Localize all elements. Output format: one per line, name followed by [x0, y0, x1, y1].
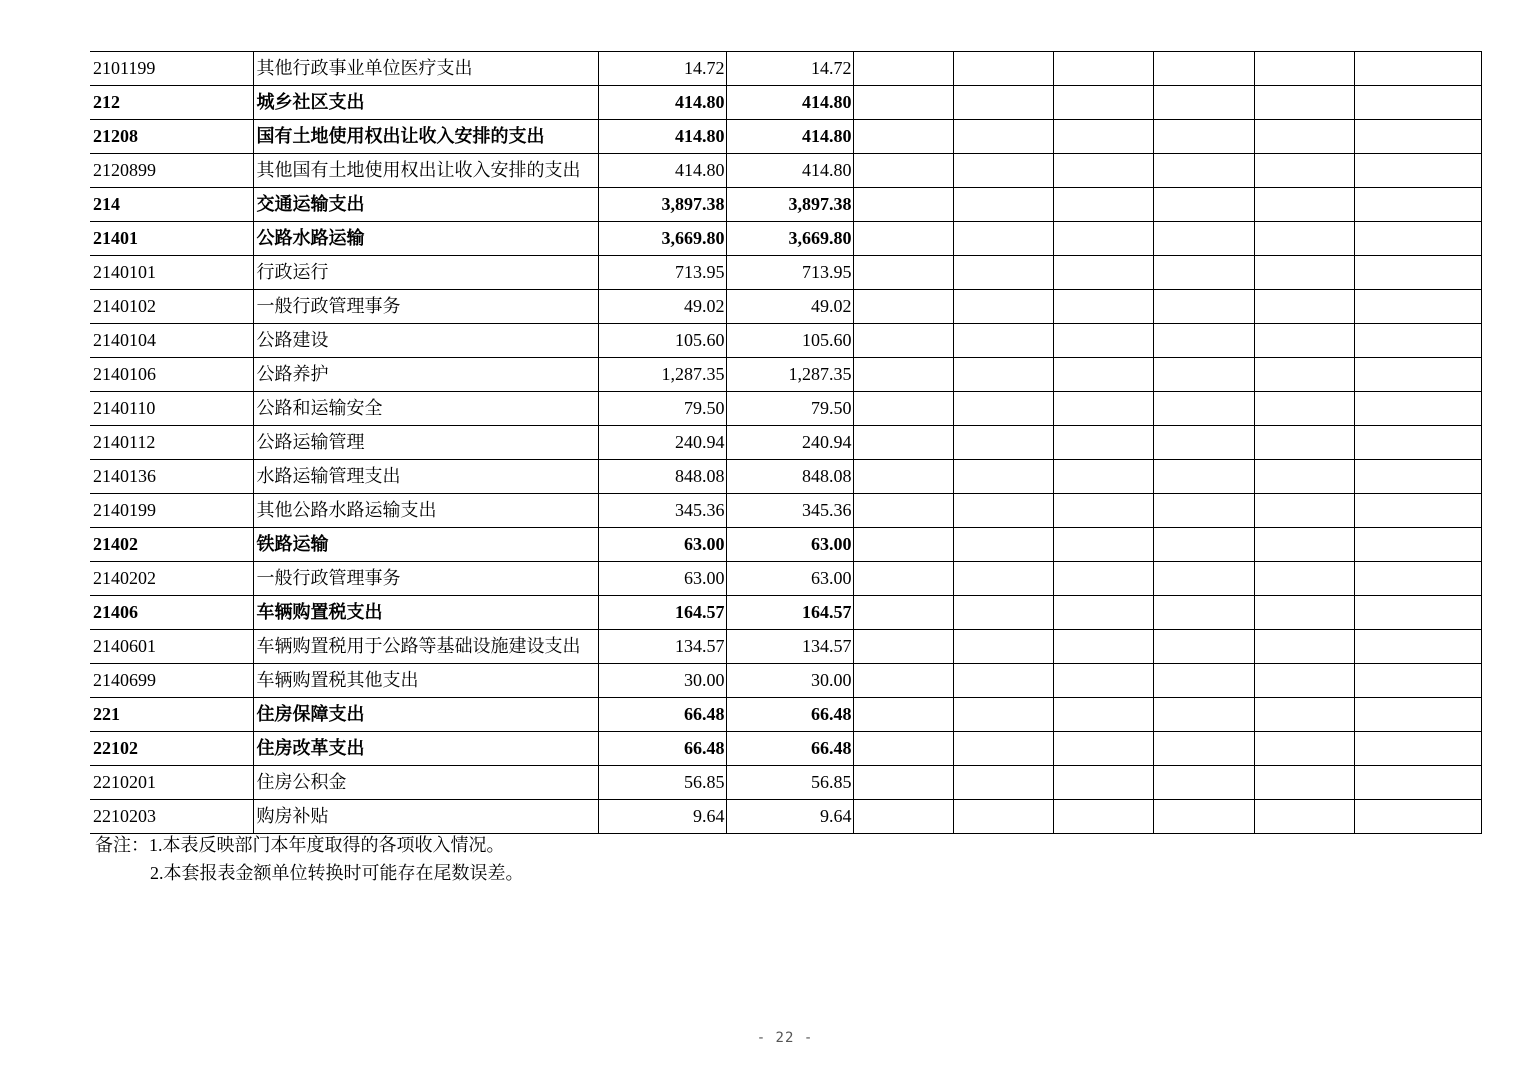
cell-name: 车辆购置税支出: [253, 596, 598, 630]
cell-code: 212: [90, 86, 253, 120]
cell-total: 414.80: [598, 120, 726, 154]
cell-empty: [853, 392, 953, 426]
cell-empty: [1254, 358, 1354, 392]
cell-total: 3,897.38: [598, 188, 726, 222]
table-row: [90, 290, 1481, 324]
cell-amount: 63.00: [726, 528, 853, 562]
cell-code: 2140136: [90, 460, 253, 494]
cell-empty: [1053, 426, 1153, 460]
cell-empty: [853, 324, 953, 358]
table-row: [90, 766, 1481, 800]
cell-total: 713.95: [598, 256, 726, 290]
cell-code: 21402: [90, 528, 253, 562]
cell-code: 2120899: [90, 154, 253, 188]
cell-empty: [953, 154, 1053, 188]
cell-empty: [953, 86, 1053, 120]
cell-amount: 345.36: [726, 494, 853, 528]
cell-amount: 414.80: [726, 120, 853, 154]
table-row: [90, 120, 1481, 154]
cell-total: 9.64: [598, 800, 726, 834]
cell-empty: [1153, 630, 1254, 664]
cell-empty: [1053, 392, 1153, 426]
cell-amount: 414.80: [726, 86, 853, 120]
table-row: [90, 52, 1481, 86]
cell-code: 221: [90, 698, 253, 732]
cell-total: 105.60: [598, 324, 726, 358]
cell-amount: 240.94: [726, 426, 853, 460]
cell-empty: [953, 528, 1053, 562]
cell-code: 2140102: [90, 290, 253, 324]
cell-empty: [853, 562, 953, 596]
cell-empty: [953, 256, 1053, 290]
cell-amount: 14.72: [726, 52, 853, 86]
cell-amount: 66.48: [726, 732, 853, 766]
cell-amount: 56.85: [726, 766, 853, 800]
cell-amount: 848.08: [726, 460, 853, 494]
cell-empty: [1354, 596, 1481, 630]
note-line-2: 2.本套报表金额单位转换时可能存在尾数误差。: [150, 863, 524, 883]
cell-empty: [1153, 52, 1254, 86]
cell-amount: 49.02: [726, 290, 853, 324]
cell-empty: [1053, 800, 1153, 834]
cell-empty: [1053, 256, 1153, 290]
cell-amount: 414.80: [726, 154, 853, 188]
table-row: [90, 596, 1481, 630]
cell-name: 铁路运输: [253, 528, 598, 562]
cell-empty: [1153, 698, 1254, 732]
cell-total: 345.36: [598, 494, 726, 528]
cell-amount: 66.48: [726, 698, 853, 732]
cell-empty: [853, 358, 953, 392]
cell-empty: [953, 290, 1053, 324]
table-row: [90, 426, 1481, 460]
cell-empty: [1153, 188, 1254, 222]
cell-empty: [953, 664, 1053, 698]
cell-name: 国有土地使用权出让收入安排的支出: [253, 120, 598, 154]
cell-empty: [1254, 154, 1354, 188]
cell-empty: [1254, 766, 1354, 800]
cell-total: 1,287.35: [598, 358, 726, 392]
cell-empty: [1354, 426, 1481, 460]
cell-empty: [1153, 562, 1254, 596]
cell-amount: 30.00: [726, 664, 853, 698]
cell-name: 住房公积金: [253, 766, 598, 800]
cell-name: 水路运输管理支出: [253, 460, 598, 494]
cell-empty: [1254, 222, 1354, 256]
cell-total: 56.85: [598, 766, 726, 800]
cell-empty: [1254, 630, 1354, 664]
cell-code: 21406: [90, 596, 253, 630]
cell-amount: 164.57: [726, 596, 853, 630]
cell-empty: [1354, 358, 1481, 392]
table-row: [90, 562, 1481, 596]
cell-total: 414.80: [598, 154, 726, 188]
cell-empty: [1153, 324, 1254, 358]
cell-code: 22102: [90, 732, 253, 766]
cell-name: 其他行政事业单位医疗支出: [253, 52, 598, 86]
cell-empty: [1053, 562, 1153, 596]
cell-empty: [1354, 664, 1481, 698]
cell-empty: [1254, 256, 1354, 290]
table-row: [90, 358, 1481, 392]
cell-empty: [953, 120, 1053, 154]
cell-empty: [1354, 800, 1481, 834]
cell-empty: [853, 664, 953, 698]
cell-name: 行政运行: [253, 256, 598, 290]
cell-code: 2140101: [90, 256, 253, 290]
cell-empty: [1354, 392, 1481, 426]
cell-empty: [1153, 392, 1254, 426]
cell-code: 2140202: [90, 562, 253, 596]
cell-empty: [853, 86, 953, 120]
cell-empty: [953, 188, 1053, 222]
cell-empty: [1053, 664, 1153, 698]
cell-empty: [1053, 188, 1153, 222]
budget-table: [90, 51, 1482, 834]
table-row: [90, 154, 1481, 188]
cell-empty: [1053, 630, 1153, 664]
cell-total: 164.57: [598, 596, 726, 630]
cell-total: 414.80: [598, 86, 726, 120]
cell-name: 车辆购置税用于公路等基础设施建设支出: [253, 630, 598, 664]
cell-empty: [1354, 766, 1481, 800]
cell-empty: [1053, 154, 1153, 188]
page-number: - 22 -: [756, 1030, 814, 1046]
cell-empty: [1153, 358, 1254, 392]
cell-empty: [1254, 732, 1354, 766]
cell-code: 2140110: [90, 392, 253, 426]
cell-empty: [953, 766, 1053, 800]
cell-empty: [1053, 358, 1153, 392]
cell-empty: [853, 596, 953, 630]
cell-total: 848.08: [598, 460, 726, 494]
cell-code: 2140199: [90, 494, 253, 528]
notes: [95, 831, 524, 887]
cell-total: 79.50: [598, 392, 726, 426]
cell-name: 公路和运输安全: [253, 392, 598, 426]
cell-empty: [1254, 52, 1354, 86]
cell-total: 66.48: [598, 698, 726, 732]
cell-empty: [953, 460, 1053, 494]
table-row: [90, 222, 1481, 256]
table-row: [90, 256, 1481, 290]
table-row: [90, 324, 1481, 358]
cell-name: 住房改革支出: [253, 732, 598, 766]
cell-empty: [853, 630, 953, 664]
cell-empty: [1354, 256, 1481, 290]
cell-name: 城乡社区支出: [253, 86, 598, 120]
cell-code: 2140699: [90, 664, 253, 698]
cell-empty: [1053, 222, 1153, 256]
cell-amount: 63.00: [726, 562, 853, 596]
cell-empty: [853, 154, 953, 188]
cell-empty: [953, 562, 1053, 596]
cell-empty: [1254, 392, 1354, 426]
cell-empty: [1153, 256, 1254, 290]
cell-empty: [853, 494, 953, 528]
cell-empty: [853, 698, 953, 732]
table-row: [90, 664, 1481, 698]
cell-empty: [1354, 154, 1481, 188]
cell-empty: [853, 426, 953, 460]
cell-empty: [1053, 86, 1153, 120]
cell-empty: [1254, 290, 1354, 324]
cell-empty: [1053, 120, 1153, 154]
cell-name: 公路养护: [253, 358, 598, 392]
cell-empty: [1354, 630, 1481, 664]
cell-name: 车辆购置税其他支出: [253, 664, 598, 698]
cell-empty: [1254, 324, 1354, 358]
cell-total: 49.02: [598, 290, 726, 324]
cell-name: 公路建设: [253, 324, 598, 358]
cell-empty: [953, 52, 1053, 86]
cell-empty: [1153, 290, 1254, 324]
cell-code: 2140106: [90, 358, 253, 392]
cell-empty: [1153, 222, 1254, 256]
cell-empty: [1153, 120, 1254, 154]
cell-name: 交通运输支出: [253, 188, 598, 222]
cell-empty: [1153, 528, 1254, 562]
cell-total: 30.00: [598, 664, 726, 698]
table-row: [90, 392, 1481, 426]
cell-empty: [853, 222, 953, 256]
cell-empty: [953, 800, 1053, 834]
cell-name: 购房补贴: [253, 800, 598, 834]
cell-empty: [1254, 460, 1354, 494]
cell-empty: [1254, 800, 1354, 834]
cell-empty: [1354, 290, 1481, 324]
cell-amount: 105.60: [726, 324, 853, 358]
cell-code: 2210201: [90, 766, 253, 800]
cell-empty: [1053, 698, 1153, 732]
cell-empty: [1254, 120, 1354, 154]
cell-empty: [1354, 460, 1481, 494]
cell-empty: [1153, 596, 1254, 630]
cell-code: 2140601: [90, 630, 253, 664]
cell-code: 2101199: [90, 52, 253, 86]
cell-amount: 3,897.38: [726, 188, 853, 222]
cell-empty: [1153, 800, 1254, 834]
table-row: [90, 86, 1481, 120]
cell-amount: 79.50: [726, 392, 853, 426]
cell-empty: [853, 800, 953, 834]
cell-empty: [953, 358, 1053, 392]
cell-total: 240.94: [598, 426, 726, 460]
table-row: [90, 698, 1481, 732]
cell-amount: 9.64: [726, 800, 853, 834]
cell-empty: [953, 222, 1053, 256]
cell-empty: [1053, 324, 1153, 358]
cell-empty: [1354, 698, 1481, 732]
cell-empty: [1254, 664, 1354, 698]
cell-empty: [1053, 52, 1153, 86]
table-row: [90, 528, 1481, 562]
cell-empty: [1153, 664, 1254, 698]
cell-code: 2210203: [90, 800, 253, 834]
cell-name: 一般行政管理事务: [253, 290, 598, 324]
table-row: [90, 800, 1481, 834]
cell-empty: [853, 120, 953, 154]
cell-name: 其他公路水路运输支出: [253, 494, 598, 528]
cell-total: 3,669.80: [598, 222, 726, 256]
cell-empty: [1153, 86, 1254, 120]
cell-name: 住房保障支出: [253, 698, 598, 732]
cell-empty: [1254, 426, 1354, 460]
cell-empty: [1354, 494, 1481, 528]
cell-empty: [1254, 528, 1354, 562]
cell-empty: [1053, 290, 1153, 324]
table-body: [90, 52, 1481, 834]
cell-empty: [953, 630, 1053, 664]
cell-code: 2140112: [90, 426, 253, 460]
cell-empty: [1254, 86, 1354, 120]
cell-empty: [1153, 460, 1254, 494]
cell-code: 21208: [90, 120, 253, 154]
table-row: [90, 630, 1481, 664]
note-line-1: 备注：1.本表反映部门本年度取得的各项收入情况。: [95, 835, 505, 855]
cell-empty: [1354, 52, 1481, 86]
cell-name: 一般行政管理事务: [253, 562, 598, 596]
cell-code: 214: [90, 188, 253, 222]
cell-amount: 3,669.80: [726, 222, 853, 256]
cell-empty: [953, 698, 1053, 732]
cell-name: 其他国有土地使用权出让收入安排的支出: [253, 154, 598, 188]
cell-total: 63.00: [598, 528, 726, 562]
cell-empty: [1153, 732, 1254, 766]
table-row: [90, 494, 1481, 528]
cell-empty: [1354, 562, 1481, 596]
cell-empty: [953, 324, 1053, 358]
cell-empty: [1354, 86, 1481, 120]
cell-amount: 713.95: [726, 256, 853, 290]
cell-empty: [1053, 528, 1153, 562]
cell-total: 66.48: [598, 732, 726, 766]
cell-empty: [1254, 188, 1354, 222]
table-row: [90, 188, 1481, 222]
cell-empty: [1254, 562, 1354, 596]
cell-amount: 1,287.35: [726, 358, 853, 392]
cell-empty: [1354, 120, 1481, 154]
cell-empty: [853, 460, 953, 494]
cell-empty: [853, 256, 953, 290]
cell-empty: [1153, 426, 1254, 460]
cell-code: 2140104: [90, 324, 253, 358]
cell-empty: [853, 732, 953, 766]
cell-empty: [1354, 188, 1481, 222]
cell-empty: [1254, 596, 1354, 630]
cell-total: 134.57: [598, 630, 726, 664]
cell-empty: [1053, 732, 1153, 766]
cell-empty: [1153, 494, 1254, 528]
cell-empty: [1153, 154, 1254, 188]
cell-empty: [1354, 732, 1481, 766]
cell-total: 14.72: [598, 52, 726, 86]
cell-empty: [953, 732, 1053, 766]
cell-empty: [853, 188, 953, 222]
cell-empty: [1254, 494, 1354, 528]
cell-empty: [953, 426, 1053, 460]
table-row: [90, 732, 1481, 766]
cell-code: 21401: [90, 222, 253, 256]
cell-empty: [853, 290, 953, 324]
cell-empty: [1254, 698, 1354, 732]
cell-empty: [1354, 222, 1481, 256]
cell-empty: [1053, 596, 1153, 630]
cell-empty: [1053, 766, 1153, 800]
cell-empty: [953, 392, 1053, 426]
cell-empty: [953, 494, 1053, 528]
cell-empty: [1354, 324, 1481, 358]
cell-total: 63.00: [598, 562, 726, 596]
cell-empty: [853, 52, 953, 86]
table-row: [90, 460, 1481, 494]
cell-amount: 134.57: [726, 630, 853, 664]
cell-empty: [1053, 460, 1153, 494]
cell-empty: [1354, 528, 1481, 562]
cell-empty: [853, 528, 953, 562]
cell-name: 公路水路运输: [253, 222, 598, 256]
cell-empty: [853, 766, 953, 800]
cell-empty: [1053, 494, 1153, 528]
cell-empty: [1153, 766, 1254, 800]
cell-empty: [953, 596, 1053, 630]
cell-name: 公路运输管理: [253, 426, 598, 460]
